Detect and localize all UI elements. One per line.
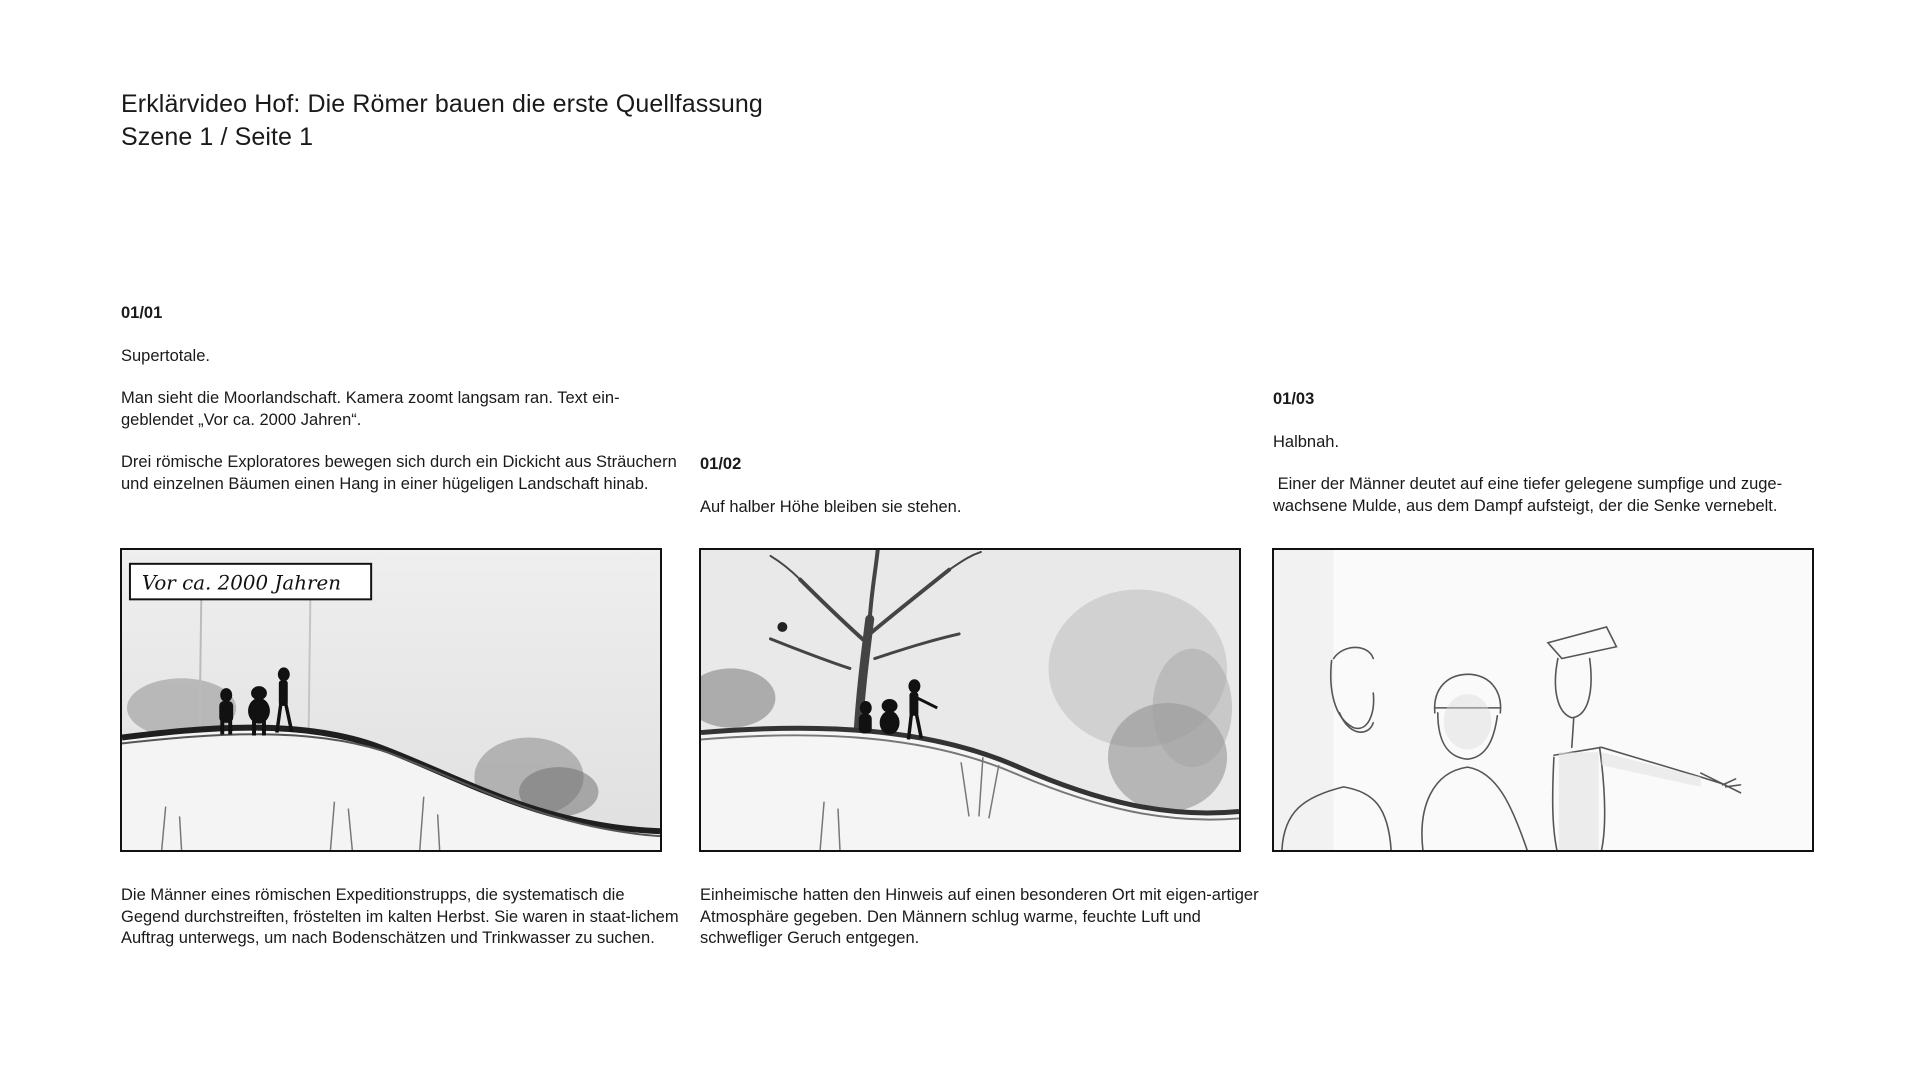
shot-paragraph: Supertotale. [121, 346, 210, 365]
page-header [121, 88, 763, 154]
shot-number: 01/01 [121, 304, 163, 322]
shot-paragraph: Drei römische Exploratores bewegen sich durch ein Dickicht aus Sträuchern und einzelnen Bäumen einen Hang in einer hügeligen Landschaft hinab. [121, 453, 677, 493]
text-overlay-label: Vor ca. 2000 Jahren [141, 571, 342, 595]
frame-caption-01-02: Einheimische hatten den Hinweis auf einen besonderen Ort mit eigen-artiger Atmosphäre gegeben. Den Männern schlug warme, feuchte Luft und schwefliger Geruch entgegen. [700, 886, 1259, 947]
landscape-sketch [122, 550, 660, 850]
storyboard-frame-01-01 [120, 548, 662, 852]
page-subtitle: Szene 1 / Seite 1 [121, 123, 314, 151]
shot-paragraph: Man sieht die Moorlandschaft. Kamera zoomt langsam ran. Text ein-geblendet „Vor ca. 2000 Jahren“. [121, 389, 620, 429]
frame-caption-01-01: Die Männer eines römischen Expeditionstrupps, die systematisch die Gegend durchstreiften, fröstelten im kalten Herbst. Sie waren in staat-lichem Auftrag unterwegs, um nach Bodenschätzen und Trinkwasser zu suchen. [121, 886, 679, 947]
shot-description-01-03 [1273, 389, 1833, 517]
shot-number: 01/02 [700, 455, 742, 473]
shot-paragraph: Halbnah. [1273, 432, 1340, 451]
shot-description-01-02 [700, 454, 1260, 518]
page-title: Erklärvideo Hof: Die Römer bauen die erste Quellfassung [121, 90, 763, 118]
characters-sketch [1274, 550, 1812, 850]
storyboard-frame-01-02 [699, 548, 1241, 852]
shot-description-01-01 [121, 303, 681, 495]
storyboard-frame-01-03 [1272, 548, 1814, 852]
tree-sketch [701, 550, 1239, 850]
shot-paragraph: Einer der Männer deutet auf eine tiefer gelegene sumpfige und zuge-wachsene Mulde, aus dem Dampf aufsteigt, der die Senke vernebelt. [1273, 475, 1783, 515]
shot-paragraph: Auf halber Höhe bleiben sie stehen. [700, 497, 962, 516]
shot-number: 01/03 [1273, 390, 1315, 408]
